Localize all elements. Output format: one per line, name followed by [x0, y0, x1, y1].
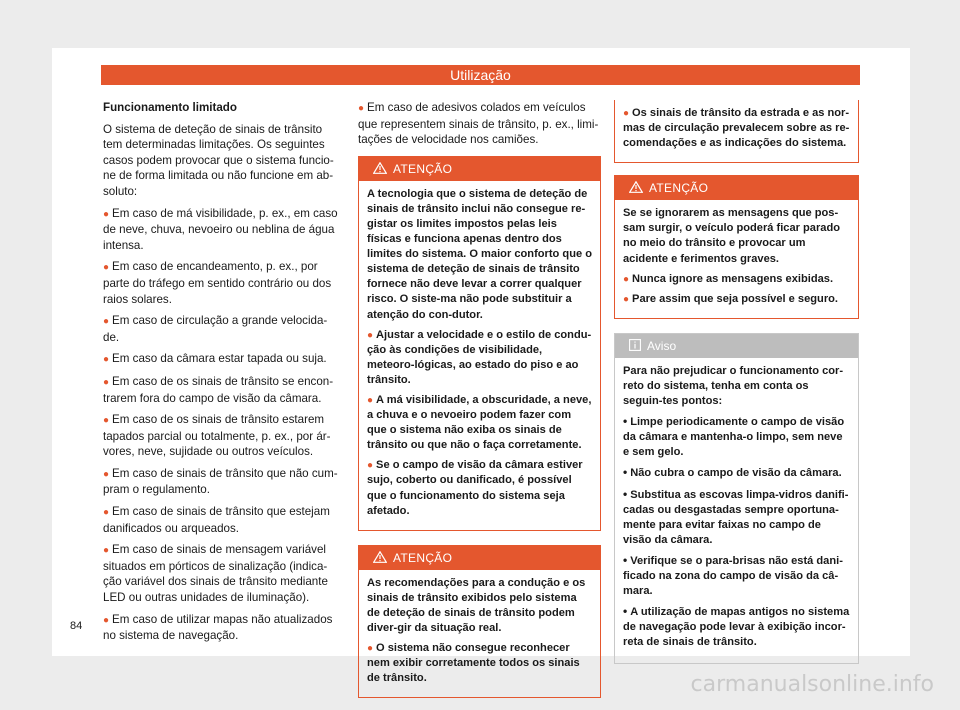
bullet-icon: • [623, 465, 628, 480]
bullet-icon: ● [367, 329, 374, 341]
bullet-icon: ● [623, 293, 630, 305]
warning-box-2 [358, 545, 601, 699]
warning-body: A tecnologia que o sistema de deteção de sinais de trânsito inclui não consegue re-gistar os limites impostos pelas leis físicas e funciona apenas dentro dos limites do sistema. O maior conforto que o sistema de deteção de sinais de trânsito fornece não deve levar a correr qualquer risco. O siste-ma não pode substituir a atenção do con-dutor. ● Ajustar a velocidade e o estilo de condu-ção às condições de visibilidade, meteoro-lógicas, ao estado do piso e ao trânsito. ● A má visibilidade, a obscuridade, a neve, a chuva e o nevoeiro podem fazer com que o sistema não exiba os sinais de trânsito ou que não o faça corretamente. ● Se o campo de visão da câmara estiver sujo, coberto ou danificado, é possível que o funcionamento do sistema seja afetado. [359, 181, 600, 530]
bullet-icon: ● [103, 545, 110, 557]
list-item: ● Ajustar a velocidade e o estilo de condu-ção às condições de visibilidade, meteoro-lógicas, ao estado do piso e ao trânsito. [367, 328, 592, 386]
bullet-icon: ● [103, 507, 110, 519]
limitations-list [103, 206, 343, 644]
bullet-icon: ● [103, 354, 110, 366]
bullet-icon: • [623, 486, 628, 501]
page-header: Utilização [101, 65, 860, 85]
list-item: ● Em caso de sinais de trânsito que estejam danificados ou arqueados. [103, 505, 330, 535]
warning-header: ATENÇÃO [359, 546, 600, 570]
list-item: ● Os sinais de trânsito da estrada e as nor-mas de circulação prevalecem sobre as re-comendações e as indicações do sistema. [623, 107, 850, 150]
list-item: ● Em caso de sinais de mensagem variável situados em pórticos de sinalização (indica-ção variável dos sinais de trânsito mediante LED ou outras unidades de iluminação). [103, 543, 328, 605]
warning-body [615, 100, 858, 162]
column-3 [614, 100, 859, 664]
list-item: ● Em caso de os sinais de trânsito se encon-trarem fora do campo de visão da câmara. [103, 374, 334, 405]
list-item: • Verifique se o para-brisas não está dani-ficado na zona do campo de visão da câ-mara. [623, 552, 843, 598]
note-header: Aviso [615, 334, 858, 358]
list-item: ● Em caso de encandeamento, p. ex., por parte do tráfego em sentido contrário ou dos raios solares. [103, 260, 332, 306]
bullet-icon: ● [623, 108, 630, 119]
bullet-icon: ● [358, 103, 365, 114]
bullet-icon: • [623, 604, 628, 619]
intro-paragraph: O sistema de deteção de sinais de trânsito tem determinadas limitações. Os seguintes casos podem provocar que o sistema funcio-ne de forma limitada ou não funcione em ab-soluto: [103, 122, 334, 198]
list-item: ● Em caso de má visibilidade, p. ex., em caso de neve, chuva, nevoeiro ou neblina de água intensa. [103, 206, 338, 252]
bullet-icon: ● [103, 468, 110, 480]
bullet-icon: ● [367, 395, 374, 406]
list-item: ● Em caso de utilizar mapas não atualizados no sistema de navegação. [103, 612, 333, 643]
bullet-icon: ● [367, 460, 374, 472]
list-item: ● Pare assim que seja possível e seguro. [623, 292, 839, 305]
note-body: Para não prejudicar o funcionamento cor-reto do sistema, tenha em conta os seguin-tes pontos: • Limpe periodicamente o campo de visão da câmara e mantenha-o limpo, sem neve e sem gelo. • Não cubra o campo de visão da câmara. • Substitua as escovas limpa-vidros danifi-cadas ou desgastadas sempre oportuna-mente para evitar faixas no campo de visão da câmara. • Verifique se o para-brisas não está dani-ficado na zona do campo de visão da câ-mara. • A utilização de mapas antigos no sistema de navegação pode levar à exibição incor-reta de sinais de trânsito. [615, 358, 858, 664]
list-item: • Limpe periodicamente o campo de visão da câmara e mantenha-o limpo, sem neve e sem gelo. [623, 414, 845, 459]
note-box [614, 333, 859, 665]
list-item: ● Em caso de os sinais de trânsito estarem tapados parcial ou totalmente, p. ex., por ár-vores, neve, sujidade ou outros veículos. [103, 413, 331, 459]
info-icon [629, 335, 641, 359]
page-number: 84 [70, 620, 83, 632]
warning-box-continued [614, 100, 859, 163]
warning-header: ATENÇÃO [615, 176, 858, 200]
list-item: ● Em caso da câmara estar tapada ou suja. [103, 352, 327, 366]
list-item: • A utilização de mapas antigos no sistema de navegação pode levar à exibição incor-reta de sinais de trânsito. [623, 604, 850, 649]
warning-header: ATENÇÃO [359, 157, 600, 181]
warning-box-3 [614, 175, 859, 319]
list-item: • Não cubra o campo de visão da câmara. [623, 465, 842, 480]
warning-triangle-icon [373, 158, 387, 182]
bullet-icon: ● [103, 614, 110, 626]
warning-box-1 [358, 156, 601, 531]
bullet-icon: ● [623, 273, 630, 285]
bullet-icon: ● [103, 415, 110, 427]
bullet-icon: ● [103, 376, 110, 388]
warning-body: As recomendações para a condução e os sinais de trânsito exibidos pelo sistema de deteção de sinais de trânsito podem diver-gir da situação real. ● O sistema não consegue reconhecer nem exibir corretamente todos os sinais de trânsito. [359, 570, 600, 698]
list-item: ● Em caso de adesivos colados em veículos que representem sinais de trânsito, p. ex., limi-tações de velocidade nos camiões. [358, 101, 599, 147]
watermark: carmanualsonline.info [690, 672, 934, 697]
list-item: ● A má visibilidade, a obscuridade, a neve, a chuva e o nevoeiro podem fazer com que o sistema não exiba os sinais de trânsito ou que não o faça corretamente. [367, 394, 592, 452]
warning-triangle-icon [629, 177, 643, 201]
bullet-icon: • [623, 552, 628, 567]
list-item: ● O sistema não consegue reconhecer nem exibir corretamente todos os sinais de trânsito. [367, 642, 580, 685]
list-item: ● Nunca ignore as mensagens exibidas. [623, 272, 834, 285]
list-item: • Substitua as escovas limpa-vidros danifi-cadas ou desgastadas sempre oportuna-mente para evitar faixas no campo de visão da câmara. [623, 486, 849, 546]
warning-body: Se se ignorarem as mensagens que pos-sam surgir, o veículo poderá ficar parado no meio do trânsito e provocar um acidente e ferimentos graves. ● Nunca ignore as mensagens exibidas. ● Pare assim que seja possível e seguro. [615, 200, 858, 318]
section-title: Funcionamento limitado [103, 101, 237, 114]
bullet-icon: • [623, 414, 628, 429]
list-item: ● Em caso de circulação a grande velocida-de. [103, 314, 328, 344]
list-item: ● Se o campo de visão da câmara estiver sujo, coberto ou danificado, é possível que o funcionamento do sistema seja afetado. [367, 459, 583, 517]
bullet-icon: ● [103, 208, 110, 220]
column-1 [103, 100, 343, 650]
column-2 [358, 100, 601, 710]
bullet-icon: ● [103, 262, 110, 274]
warning-triangle-icon [373, 547, 387, 571]
bullet-icon: ● [103, 316, 110, 328]
list-item: ● Em caso de sinais de trânsito que não cum-pram o regulamento. [103, 466, 338, 497]
bullet-icon: ● [367, 643, 374, 655]
